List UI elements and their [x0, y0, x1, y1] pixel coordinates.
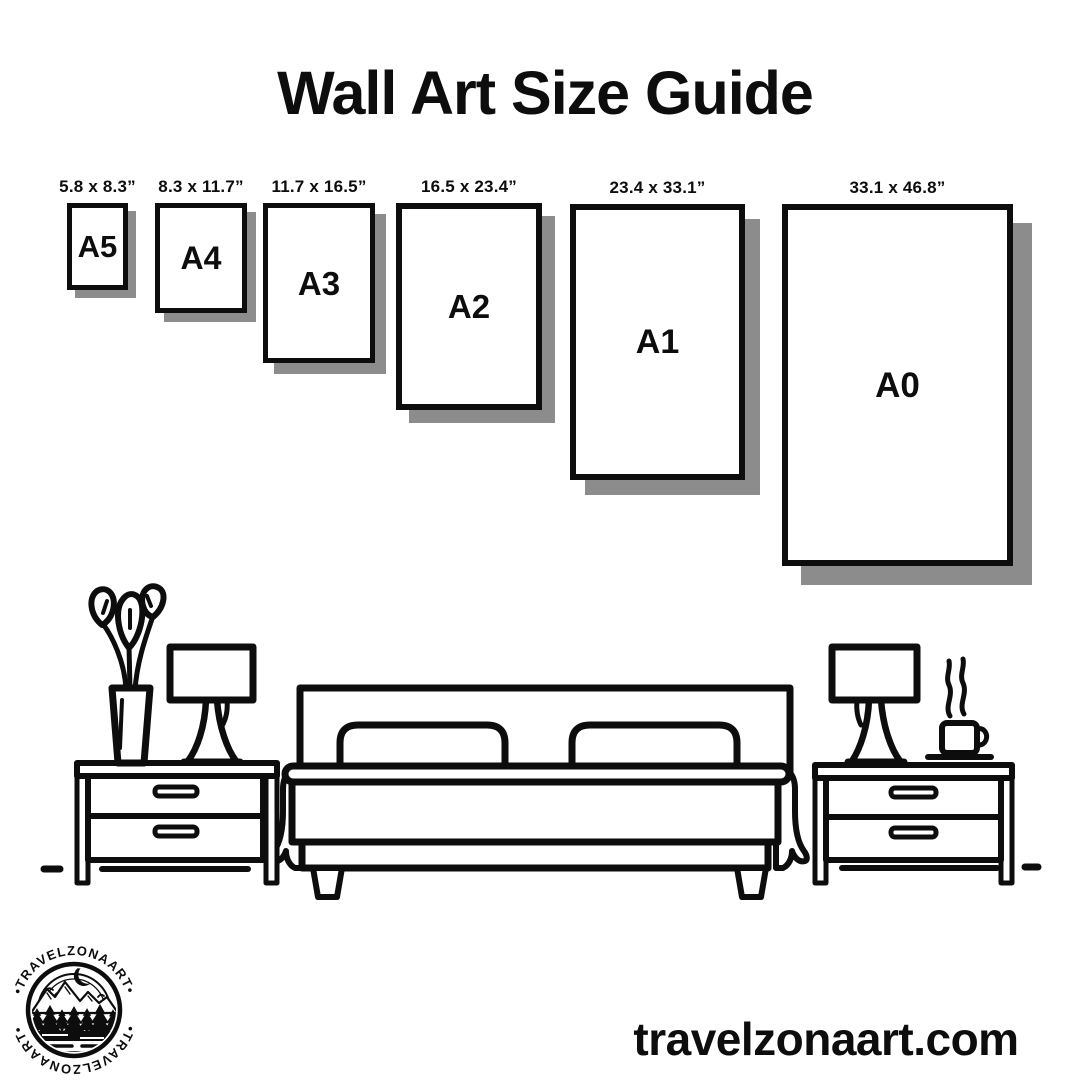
vase-body: [112, 688, 150, 763]
logo-ring-text-top: [10, 943, 139, 996]
paper-size-label: A0: [875, 365, 920, 405]
website-url: travelzonaart.com: [633, 1013, 1019, 1065]
lamp-cord: [857, 700, 861, 725]
logo-ring-text-top-path: •TRAVELZONAART•: [9, 942, 139, 996]
leaf: [91, 589, 113, 625]
bed-leg: [313, 868, 342, 897]
steaming-coffee-cup-icon: [928, 659, 991, 757]
paper-size-label: A1: [635, 323, 680, 361]
nightstand-leg: [266, 776, 277, 883]
table-lamp-left-icon: [170, 647, 253, 762]
flower-stem: [129, 646, 130, 690]
drawer-handle: [891, 788, 936, 797]
mattress: [292, 782, 778, 842]
double-bed-icon: [271, 688, 807, 897]
leaf: [142, 586, 163, 617]
nightstand-right-icon: [815, 765, 1012, 883]
paper-size-label: A3: [297, 264, 341, 302]
lamp-stem: [188, 700, 206, 761]
drawer-handle: [155, 787, 197, 796]
vase-with-leaves-icon: [91, 586, 163, 763]
cup-body: [942, 723, 977, 753]
size-dimensions-a1: 23.4 x 33.1”: [609, 178, 706, 197]
drawer-handle: [155, 827, 197, 836]
nightstand-left-icon: [77, 763, 277, 883]
brand-logo: [6, 924, 146, 1076]
size-dimensions-a3: 11.7 x 16.5”: [271, 177, 367, 196]
page-title: Wall Art Size Guide: [277, 59, 813, 127]
bed-leg: [737, 868, 766, 897]
drawer-handle: [891, 828, 936, 837]
paper-size-label: A5: [77, 229, 118, 264]
bed-base: [302, 842, 768, 868]
lamp-stem: [881, 700, 900, 761]
size-dimensions-a4: 8.3 x 11.7”: [158, 177, 244, 196]
steam-line: [962, 659, 965, 714]
steam-line: [948, 661, 951, 716]
size-dimensions-a2: 16.5 x 23.4”: [421, 177, 517, 196]
vase-accent: [120, 700, 122, 748]
table-lamp-right-icon: [832, 647, 917, 762]
size-dimensions-a5: 5.8 x 8.3”: [59, 177, 136, 196]
lamp-shade: [832, 647, 917, 700]
size-dimensions-a0: 33.1 x 46.8”: [849, 178, 946, 197]
lamp-shade: [170, 647, 253, 700]
logo-ring-text-bottom-path: •TRAVELZONAART•: [9, 1024, 139, 1076]
paper-size-label: A2: [447, 288, 491, 325]
paper-size-label: A4: [180, 240, 222, 276]
